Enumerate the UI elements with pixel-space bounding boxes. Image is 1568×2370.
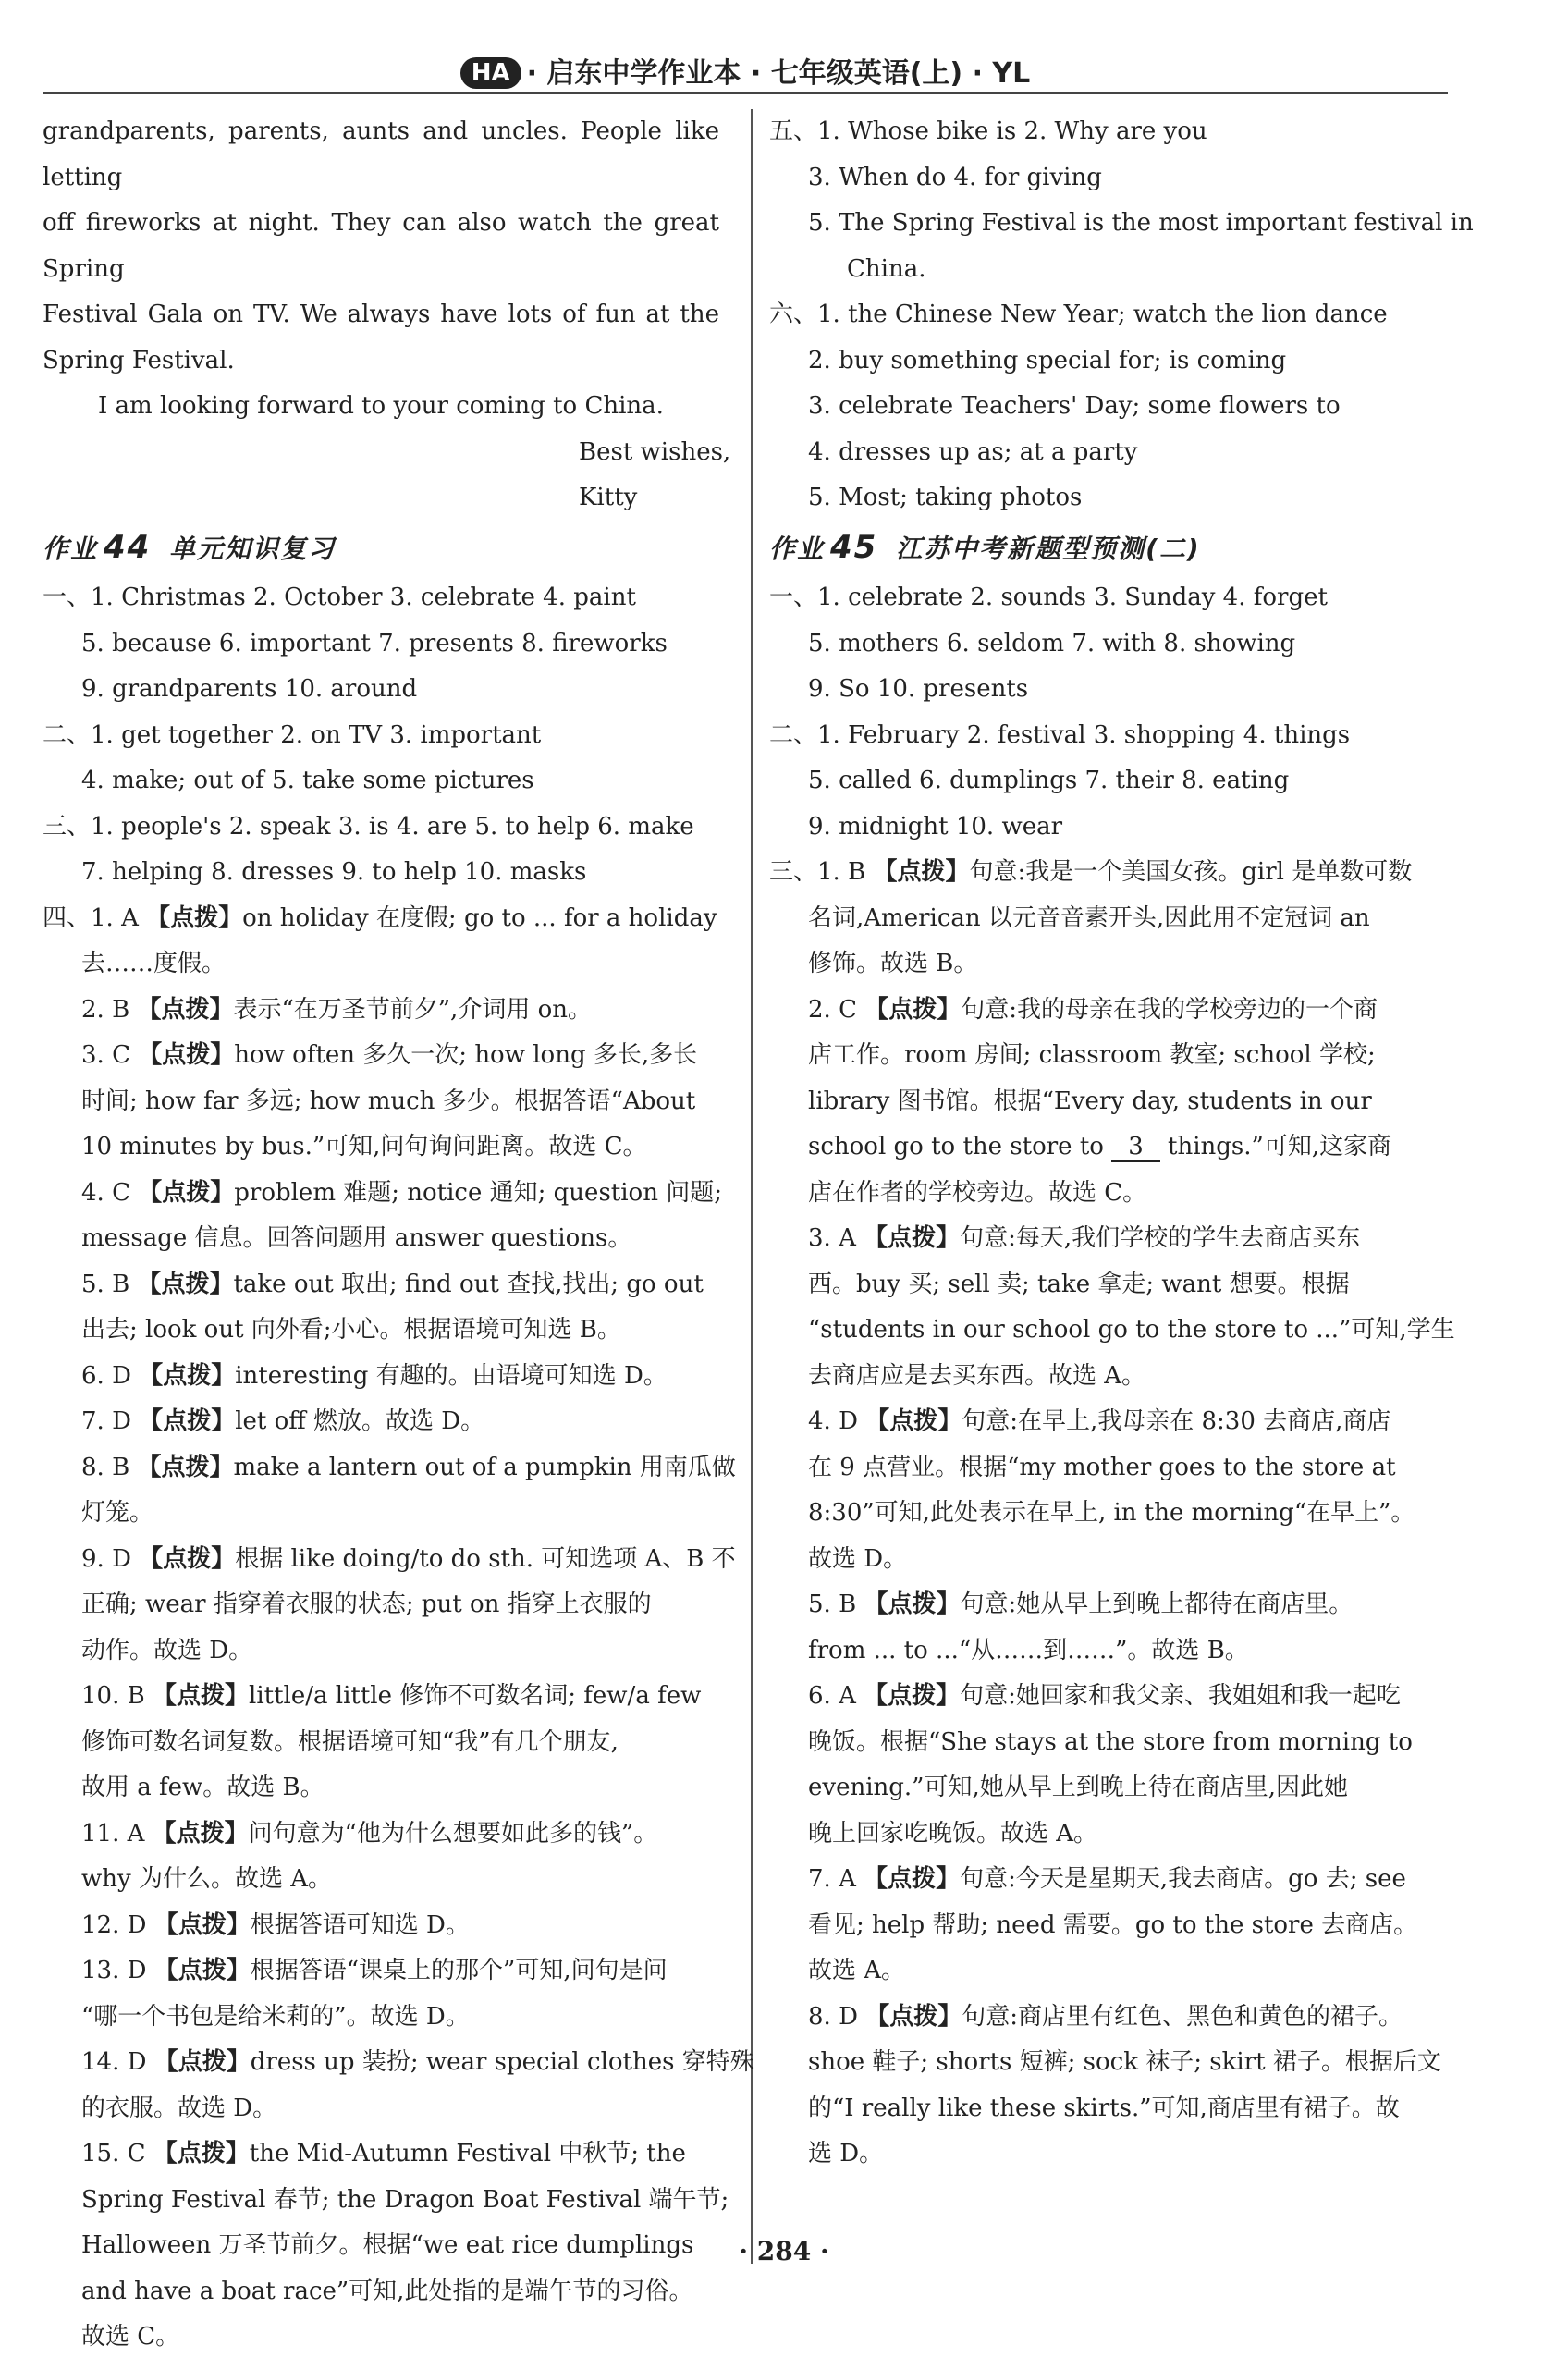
answer-line: 2. buy something special for; is coming (808, 346, 1287, 375)
fill-blank: 3 (1111, 1133, 1160, 1162)
question-item: 8. B 【点拨】make a lantern out of a pumpkin 用南瓜做 (81, 1453, 736, 1481)
question-line: message 信息。回答问题用 answer questions。 (81, 1224, 632, 1252)
answer-line: 5. The Spring Festival is the most important festival in (808, 209, 1474, 237)
answer-line: 5. called 6. dumplings 7. their 8. eating (808, 767, 1290, 794)
question-item: 10. B 【点拨】little/a little 修饰不可数名词; few/a few (81, 1682, 702, 1710)
page-header (43, 50, 1448, 94)
question-item: 6. D 【点拨】interesting 有趣的。由语境可知选 D。 (81, 1361, 668, 1390)
question-item: 四、1. A 【点拨】on holiday 在度假; go to ... for a holiday (43, 903, 717, 932)
question-item: 12. D 【点拨】根据答语可知选 D。 (81, 1910, 470, 1939)
question-line: Spring Festival 春节; the Dragon Boat Festival 端午节; (81, 2185, 729, 2214)
question-line: 西。buy 买; sell 卖; take 拿走; want 想要。根据 (808, 1270, 1350, 1298)
question-item: 7. A 【点拨】句意:今天是星期天,我去商店。go 去; see (808, 1865, 1406, 1893)
question-line: library 图书馆。根据“Every day, students in our (808, 1087, 1372, 1115)
page-number: · 284 · (739, 2236, 829, 2266)
question-line: 选 D。 (808, 2140, 884, 2167)
answer-line: 二、1. get together 2. on TV 3. important (43, 720, 542, 749)
answer-line: 9. midnight 10. wear (808, 812, 1063, 841)
answer-line: 5. because 6. important 7. presents 8. fireworks (81, 629, 668, 657)
question-line: “哪一个书包是给米莉的”。故选 D。 (81, 2002, 470, 2031)
left-column (43, 109, 754, 2361)
question-item: 7. D 【点拨】let off 燃放。故选 D。 (81, 1407, 485, 1435)
question-line: 名词,American 以元音音素开头,因此用不定冠词 an (808, 903, 1370, 932)
letter-line: I am looking forward to your coming to China. (98, 392, 664, 420)
question-item: 2. C 【点拨】句意:我的母亲在我的学校旁边的一个商 (808, 995, 1378, 1024)
question-line: 10 minutes by bus.”可知,问句询问距离。故选 C。 (81, 1133, 647, 1160)
question-item: 5. B 【点拨】句意:她从早上到晚上都待在商店里。 (808, 1590, 1354, 1618)
question-item: 8. D 【点拨】句意:商店里有红色、黑色和黄色的裙子。 (808, 2002, 1403, 2031)
question-line: 的衣服。故选 D。 (81, 2094, 277, 2122)
right-column (769, 109, 1474, 2178)
question-item: 14. D 【点拨】dress up 装扮; wear special clothes 穿特殊 (81, 2048, 754, 2076)
letter-line: Spring Festival. (43, 346, 235, 375)
answer-line: 5. mothers 6. seldom 7. with 8. showing (808, 629, 1296, 657)
question-line: 故选 A。 (808, 1957, 906, 1984)
answer-line: 一、1. Christmas 2. October 3. celebrate 4. paint (43, 583, 636, 611)
answer-line: 一、1. celebrate 2. sounds 3. Sunday 4. forget (769, 583, 1328, 611)
question-line: “students in our school go to the store to ...”可知,学生 (808, 1316, 1455, 1344)
question-item: 15. C 【点拨】the Mid-Autumn Festival 中秋节; the (81, 2140, 686, 2167)
question-line: 修饰可数名词复数。根据语境可知“我”有几个朋友, (81, 1727, 619, 1756)
letter-line: Festival Gala on TV. We always have lots of fun at the (43, 301, 719, 328)
answer-line: 二、1. February 2. festival 3. shopping 4. things (769, 720, 1351, 749)
question-item: 5. B 【点拨】take out 取出; find out 查找,找出; go out (81, 1270, 704, 1298)
answer-line: 7. helping 8. dresses 9. to help 10. masks (81, 858, 587, 886)
answer-line: 4. dresses up as; at a party (808, 437, 1138, 466)
question-item: 13. D 【点拨】根据答语“课桌上的那个”可知,问句是问 (81, 1957, 668, 1984)
letter-line: grandparents, parents, aunts and uncles. People like letting (43, 117, 719, 191)
question-line: 的“I really like these skirts.”可知,商店里有裙子。故 (808, 2094, 1400, 2122)
answer-line: 9. So 10. presents (808, 675, 1029, 703)
question-line: why 为什么。故选 A。 (81, 1865, 332, 1893)
question-line: 故选 C。 (81, 2323, 180, 2351)
column-divider (751, 109, 753, 2264)
question-line: 修饰。故选 B。 (808, 950, 978, 977)
question-line: evening.”可知,她从早上到晚上待在商店里,因此她 (808, 1774, 1348, 1801)
question-line: 出去; look out 向外看;小心。根据语境可知选 B。 (81, 1316, 621, 1344)
letter-line: off fireworks at night. They can also watch the great Spring (43, 209, 719, 283)
answer-line: 4. make; out of 5. take some pictures (81, 767, 534, 794)
question-item: 2. B 【点拨】表示“在万圣节前夕”,介词用 on。 (81, 995, 592, 1024)
question-line: from ... to ...“从……到……”。故选 B。 (808, 1636, 1249, 1664)
question-item: 4. C 【点拨】problem 难题; notice 通知; question 问题; (81, 1178, 722, 1207)
question-line: 故选 D。 (808, 1544, 908, 1573)
question-item: 11. A 【点拨】问句意为“他为什么想要如此多的钱”。 (81, 1819, 658, 1848)
question-line: 在 9 点营业。根据“my mother goes to the store at (808, 1453, 1396, 1481)
answer-line: China. (847, 254, 926, 283)
question-line: 灯笼。 (81, 1499, 154, 1527)
question-line: and have a boat race”可知,此处指的是端午节的习俗。 (81, 2277, 693, 2305)
answer-line: 三、1. people's 2. speak 3. is 4. are 5. to help 6. make (43, 812, 694, 841)
question-line: 晚上回家吃晚饭。故选 A。 (808, 1819, 1098, 1848)
letter-signature: Kitty (579, 484, 638, 511)
question-line: 时间; how far 多远; how much 多少。根据答语“About (81, 1087, 696, 1115)
header-divider (43, 92, 1448, 94)
answer-line: 3. celebrate Teachers' Day; some flowers to (808, 392, 1341, 420)
question-item: 三、1. B 【点拨】句意:我是一个美国女孩。girl 是单数可数 (769, 858, 1413, 886)
question-line: 去……度假。 (81, 950, 227, 977)
question-line: Halloween 万圣节前夕。根据“we eat rice dumplings (81, 2231, 694, 2259)
question-line: 动作。故选 D。 (81, 1636, 253, 1664)
answer-line: 3. When do 4. for giving (808, 163, 1102, 191)
question-line: school go to the store to 3 things.”可知,这家商 (808, 1133, 1392, 1160)
hw45-title: 作业 45 江苏中考新题型预测(二) (769, 528, 1201, 566)
answer-line: 六、1. the Chinese New Year; watch the lion dance (769, 301, 1388, 328)
question-item: 6. A 【点拨】句意:她回家和我父亲、我姐姐和我一起吃 (808, 1682, 1401, 1710)
question-line: 故用 a few。故选 B。 (81, 1774, 325, 1801)
question-item: 3. C 【点拨】how often 多久一次; how long 多长,多长 (81, 1041, 698, 1069)
answer-line: 5. Most; taking photos (808, 484, 1083, 511)
question-line: shoe 鞋子; shorts 短裤; sock 袜子; skirt 裙子。根据后文 (808, 2048, 1441, 2076)
question-line: 8:30”可知,此处表示在早上, in the morning“在早上”。 (808, 1499, 1415, 1527)
ha-logo: HA (460, 57, 521, 89)
question-line: 店工作。room 房间; classroom 教室; school 学校; (808, 1041, 1376, 1069)
question-line: 晚饭。根据“She stays at the store from morning to (808, 1727, 1413, 1756)
question-line: 店在作者的学校旁边。故选 C。 (808, 1178, 1147, 1207)
question-item: 3. A 【点拨】句意:每天,我们学校的学生去商店买东 (808, 1224, 1361, 1252)
question-line: 看见; help 帮助; need 需要。go to the store 去商店。 (808, 1910, 1418, 1939)
header-title: · 启东中学作业本 · 七年级英语(上) · YL (526, 57, 1031, 90)
letter-closing: Best wishes, (579, 437, 731, 466)
question-line: 去商店应是去买东西。故选 A。 (808, 1361, 1146, 1390)
question-line: 正确; wear 指穿着衣服的状态; put on 指穿上衣服的 (81, 1590, 652, 1618)
hw44-title: 作业 44 单元知识复习 (43, 528, 337, 566)
question-item: 9. D 【点拨】根据 like doing/to do sth. 可知选项 A、B 不 (81, 1544, 736, 1573)
question-item: 4. D 【点拨】句意:在早上,我母亲在 8:30 去商店,商店 (808, 1407, 1391, 1435)
answer-line: 五、1. Whose bike is 2. Why are you (769, 117, 1207, 145)
answer-line: 9. grandparents 10. around (81, 675, 418, 703)
